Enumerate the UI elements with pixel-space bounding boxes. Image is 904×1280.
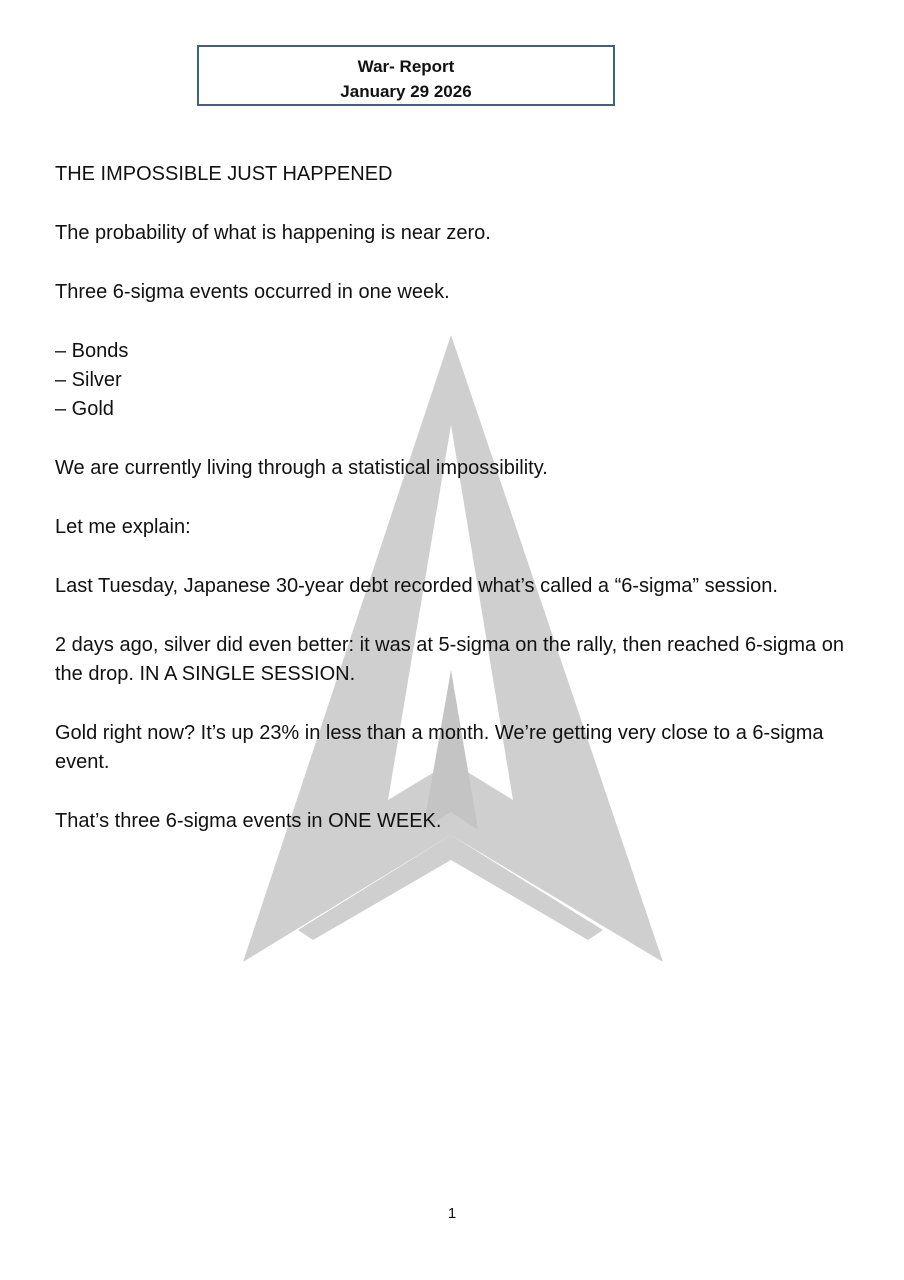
- paragraph-impossibility: We are currently living through a statistical impossibility.: [55, 457, 548, 479]
- paragraph-conclusion: That’s three 6-sigma events in ONE WEEK.: [55, 810, 442, 832]
- report-header-box: [197, 45, 615, 106]
- list-item-bonds: – Bonds: [55, 340, 129, 362]
- paragraph-japanese-debt: Last Tuesday, Japanese 30-year debt recorded what’s called a “6-sigma” session.: [55, 575, 778, 597]
- headline: THE IMPOSSIBLE JUST HAPPENED: [55, 163, 393, 185]
- list-item-silver: – Silver: [55, 369, 122, 391]
- paragraph-explain: Let me explain:: [55, 516, 191, 538]
- report-body: [55, 160, 865, 866]
- paragraph-probability: The probability of what is happening is near zero.: [55, 222, 491, 244]
- paragraph-gold: Gold right now? It’s up 23% in less than a month. We’re getting very close to a 6-sigma event.: [55, 722, 824, 773]
- report-title: War- Report: [357, 57, 455, 76]
- asset-list: [55, 337, 865, 424]
- report-date: January 29 2026: [340, 82, 472, 101]
- paragraph-silver: 2 days ago, silver did even better: it was at 5-sigma on the rally, then reached 6-sigma on the drop. IN A SINGLE SESSION.: [55, 634, 844, 685]
- list-item-gold: – Gold: [55, 398, 114, 420]
- page-number: 1: [447, 1205, 457, 1222]
- paragraph-three-events: Three 6-sigma events occurred in one week.: [55, 281, 450, 303]
